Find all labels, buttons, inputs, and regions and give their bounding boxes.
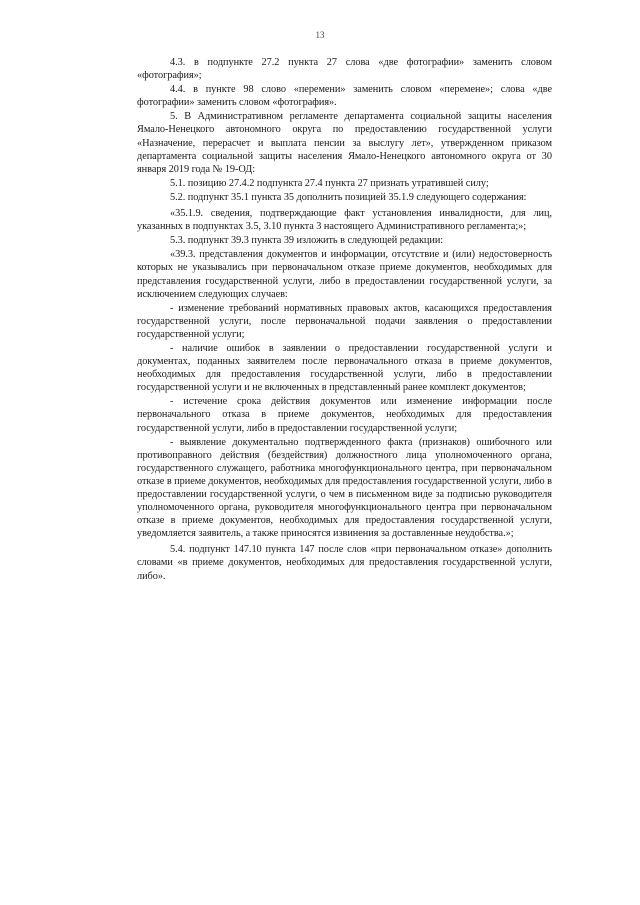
paragraph-5-3: 5.3. подпункт 39.3 пункта 39 изложить в следующей редакции: xyxy=(170,235,444,247)
list-item-document-expiry: - истечение срока действия документов или изменение информации после первоначального отказа в приеме документов, необходимых для предоставления государственной услуги, либо в предоставлении государственной услуги; xyxy=(137,396,552,434)
list-item-erroneous-action: - выявление документально подтвержденного факта (признаков) ошибочного или противоправного действия (бездействия) должностного лица уполномоченного органа, государственного служащего, работника многофункционального центра, при первоначальном отказе в приеме документов, необходимых для предоставления государственной услуги, либо в предоставлении государственной услуги, о чем в письменном виде за подписью руководителя уполномоченного органа, руководителя многофункционального центра при первоначальном отказе в приеме документов, необходимых для предоставления государственной услуги, уведомляется заявитель, а также приносятся извинения за доставленные неудобства.»; xyxy=(137,436,552,540)
paragraph-39-3: «39.3. представления документов и информации, отсутствие и (или) недостоверность которых не указывались при первоначальном отказе приеме документов, необходимых для представления государственной услуги, либо в предоставлении государственной услуги, за исключением следующих случаев: xyxy=(137,249,552,300)
list-item-errors-in-application: - наличие ошибок в заявлении о предоставлении государственной услуги и документах, поданных заявителем после первоначального отказа в приеме документов, необходимых для предоставления государственной услуги, либо в предоставлении государственной услуги и не включенных в представленный ранее комплект документов; xyxy=(137,342,552,394)
paragraph-5-1: 5.1. позицию 27.4.2 подпункта 27.4 пункта 27 признать утратившей силу; xyxy=(170,177,489,189)
paragraph-4-3: 4.3. в подпункте 27.2 пункта 27 слова «две фотографии» заменить словом «фотография»; xyxy=(137,57,552,82)
document-body xyxy=(137,56,552,584)
paragraph-35-1-9: «35.1.9. сведения, подтверждающие факт установления инвалидности, для лиц, указанных в подпунктах 3.5, 3.10 пункта 3 настоящего Административного регламента;»; xyxy=(137,208,552,233)
paragraph-5-4: 5.4. подпункт 147.10 пункта 147 после слов «при первоначальном отказе» дополнить словами «в приеме документов, необходимых для предоставления государственной услуги, либо». xyxy=(137,544,552,582)
list-item-requirements-change: - изменение требований нормативных правовых актов, касающихся предоставления государственной услуги, после первоначальной подачи заявления о предоставлении государственной услуги; xyxy=(137,302,552,340)
paragraph-5-2: 5.2. подпункт 35.1 пункта 35 дополнить позицией 35.1.9 следующего содержания: xyxy=(170,191,527,203)
paragraph-5: 5. В Административном регламенте департамента социальной защиты населения Ямало-Ненецкого автономного округа по предоставлению государственной услуги «Назначение, перерасчет и выплата пенсии за выслугу лет», утвержденном приказом департамента социальной защиты населения Ямало-Ненецкого автономного округа от 30 января 2019 года № 19-ОД: xyxy=(137,111,552,175)
page-number: 13 xyxy=(315,30,325,40)
paragraph-4-4: 4.4. в пункте 98 слово «перемени» заменить словом «перемене»; слова «две фотографии» заменить словом «фотография». xyxy=(137,84,552,109)
